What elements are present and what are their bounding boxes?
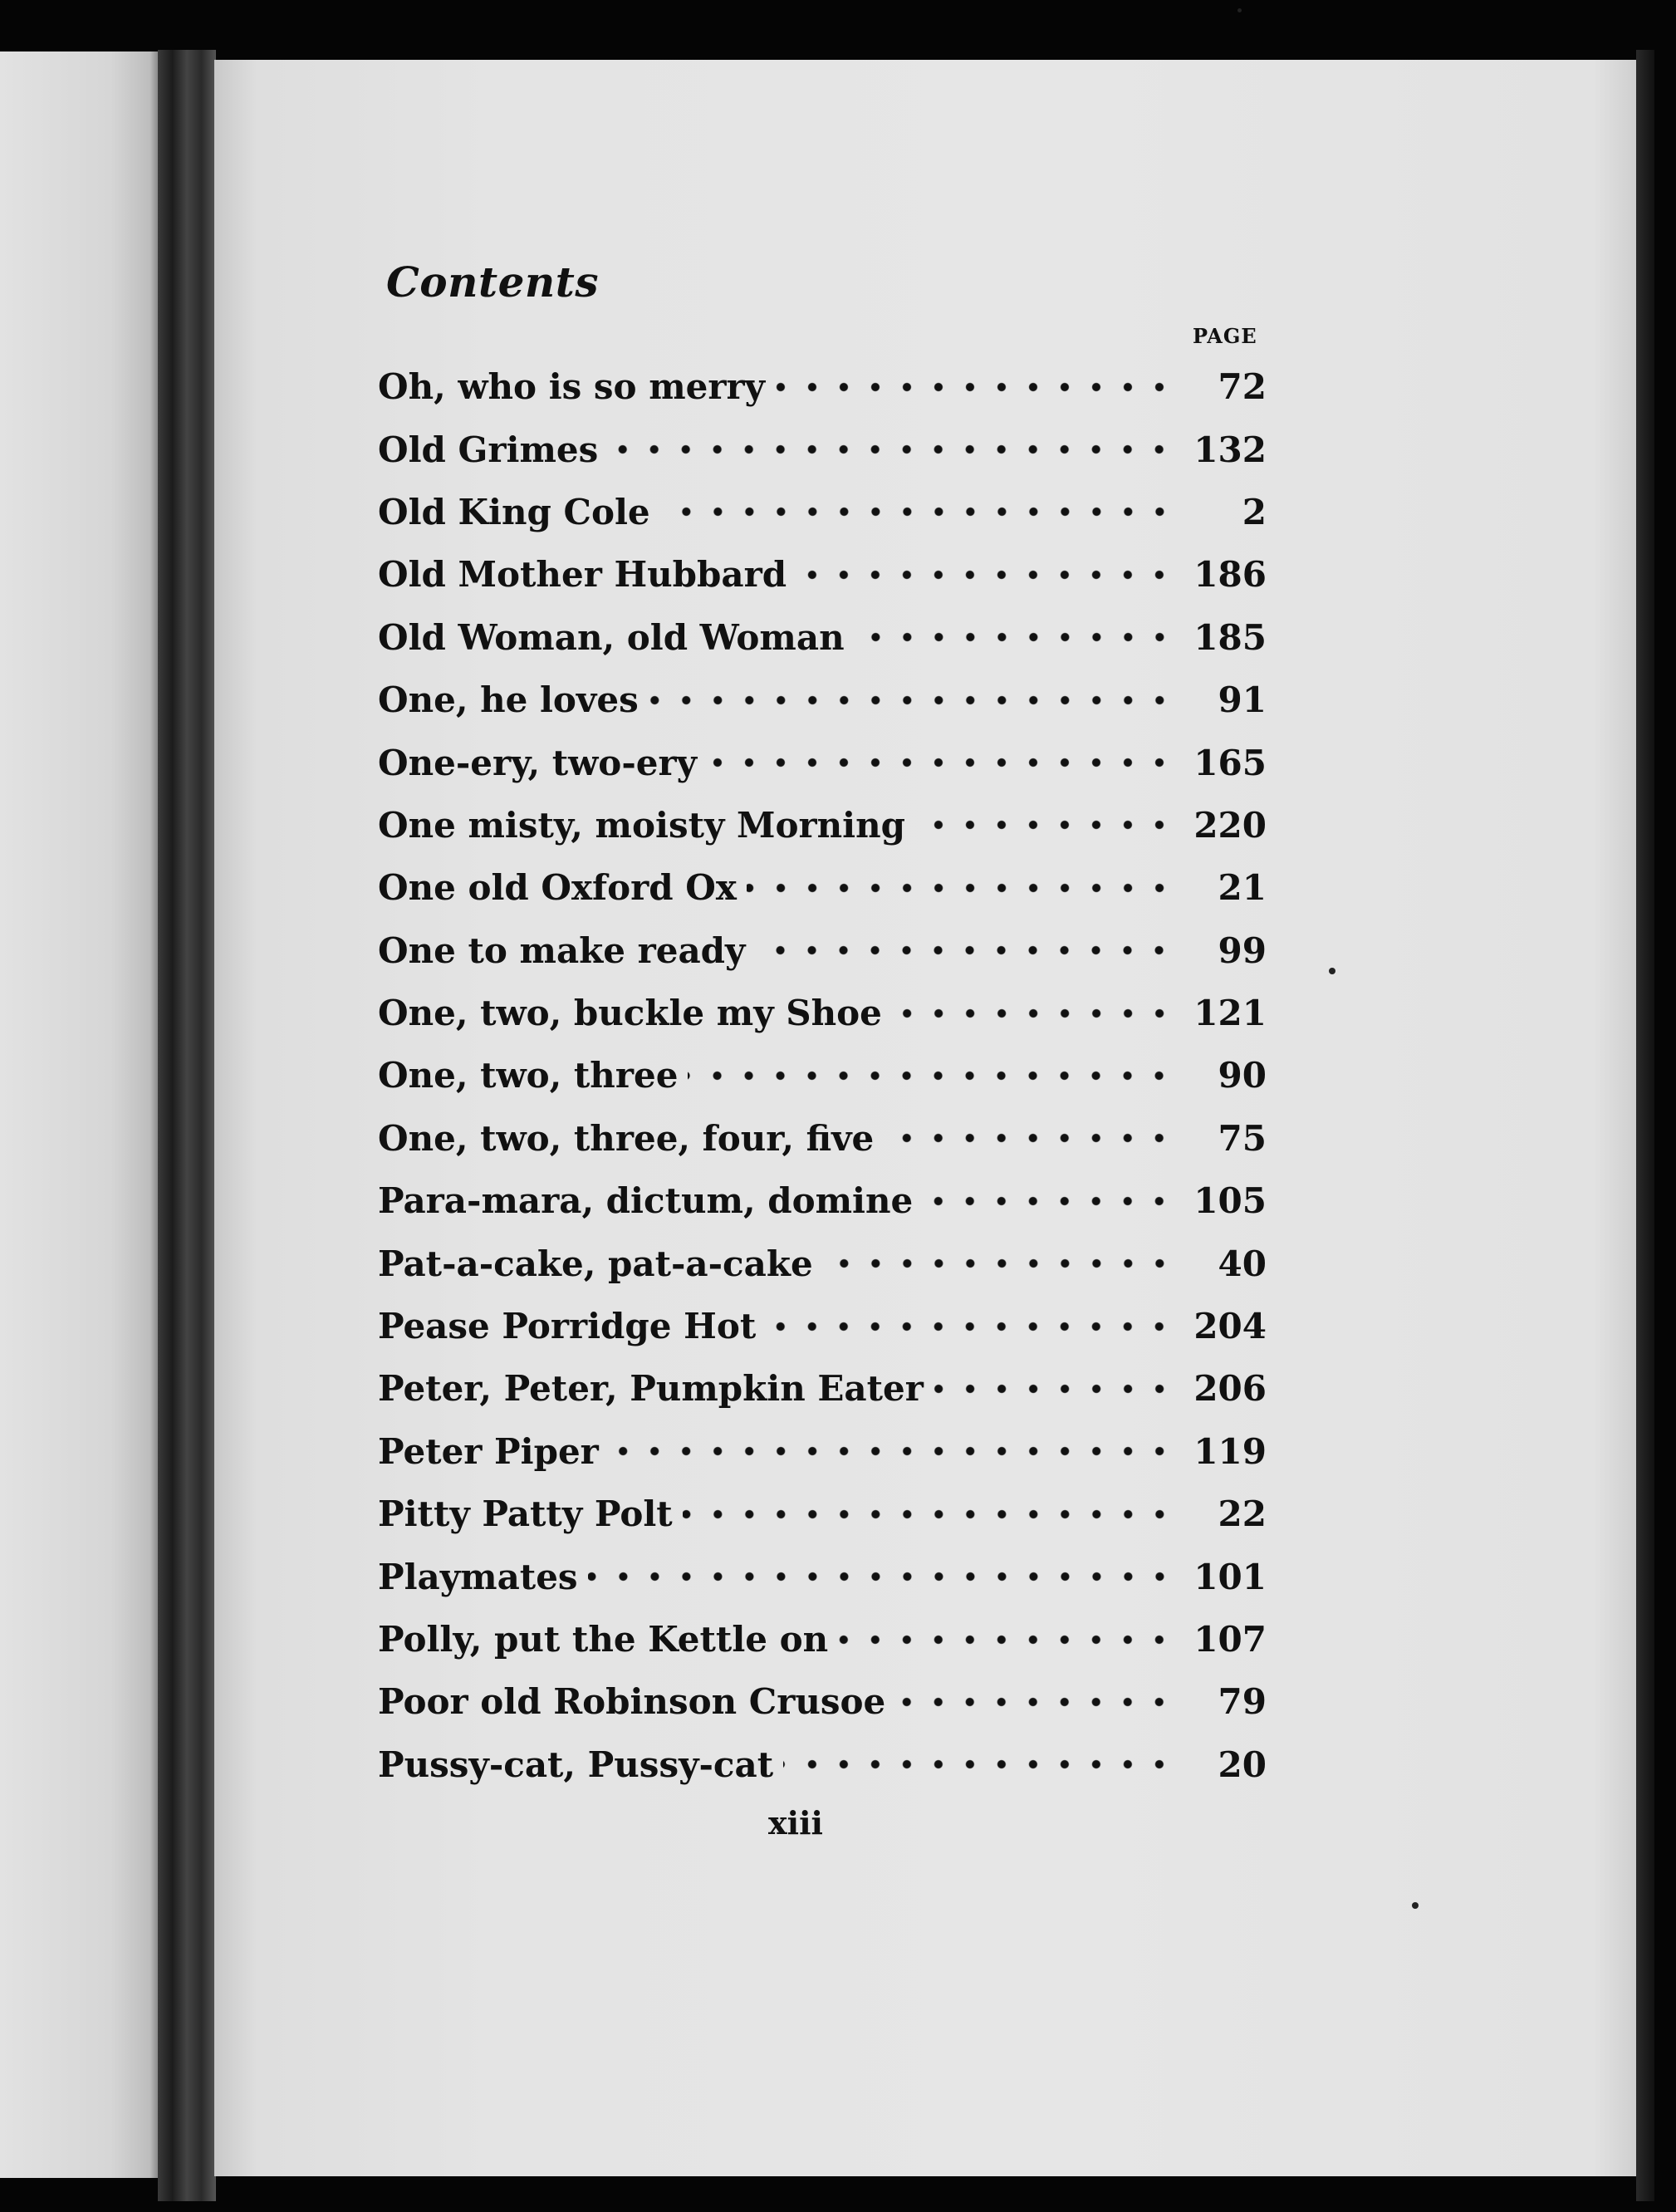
toc-entry — [378, 418, 1267, 480]
toc-dot-leader — [688, 1071, 1175, 1081]
toc-dot-leader — [775, 382, 1175, 392]
toc-entry-page-number: 105 — [1193, 1180, 1267, 1222]
toc-entry-page-number: 206 — [1193, 1368, 1267, 1410]
toc-dot-leader — [895, 1697, 1175, 1707]
toc-entry-page-number: 204 — [1193, 1306, 1267, 1347]
toc-dot-leader — [747, 883, 1175, 893]
toc-entry-title: Old Mother Hubbard — [378, 554, 787, 596]
toc-dot-leader — [609, 1446, 1175, 1456]
toc-entry-title: Old King Cole — [378, 491, 650, 532]
toc-dot-leader — [783, 1759, 1175, 1769]
toc-entry — [378, 856, 1267, 919]
toc-entry-page-number: 165 — [1193, 742, 1267, 783]
toc-entry-page-number: 101 — [1193, 1556, 1267, 1597]
toc-entry — [378, 1232, 1267, 1294]
toc-entry — [378, 1734, 1267, 1796]
toc-entry-page-number: 186 — [1193, 554, 1267, 596]
toc-entry — [378, 920, 1267, 982]
toc-entry-page-number: 107 — [1193, 1619, 1267, 1660]
toc-entry — [378, 1608, 1267, 1670]
toc-entry-page-number: 20 — [1218, 1744, 1267, 1785]
toc-entry — [378, 794, 1267, 856]
page-column-label: PAGE — [1193, 324, 1257, 348]
toc-entry — [378, 1295, 1267, 1357]
toc-entry-title: One misty, moisty Morning — [378, 804, 906, 846]
toc-dot-leader — [588, 1572, 1175, 1582]
toc-dot-leader — [855, 632, 1175, 642]
toc-entry — [378, 1044, 1267, 1106]
toc-entry — [378, 669, 1267, 731]
toc-entry-title: Old Grimes — [378, 429, 599, 470]
toc-dot-leader — [934, 1384, 1175, 1394]
toc-entry-title: Polly, put the Kettle on — [378, 1619, 829, 1660]
toc-entry-title: Poor old Robinson Crusoe — [378, 1681, 886, 1723]
toc-entry — [378, 731, 1267, 793]
toc-entry-title: One, two, three, four, five — [378, 1117, 875, 1159]
toc-entry-title: Pitty Patty Polt — [378, 1493, 673, 1535]
toc-entry — [378, 1107, 1267, 1170]
book-gutter — [158, 50, 216, 2201]
toc-dot-leader — [649, 695, 1175, 705]
toc-entry-title: One, two, three — [378, 1055, 679, 1096]
toc-entry-title: Peter Piper — [378, 1430, 599, 1472]
toc-entry — [378, 1545, 1267, 1607]
toc-entry — [378, 1420, 1267, 1483]
toc-dot-leader — [923, 1196, 1175, 1206]
toc-entry-page-number: 75 — [1218, 1117, 1267, 1159]
toc-entry-page-number: 40 — [1218, 1243, 1267, 1284]
toc-entry — [378, 1357, 1267, 1420]
toc-entry-page-number: 21 — [1218, 867, 1267, 909]
toc-entry — [378, 982, 1267, 1044]
previous-page-edge — [0, 51, 158, 2178]
toc-entry — [378, 481, 1267, 543]
toc-entry-title: One, he loves — [378, 679, 639, 721]
toc-entry — [378, 1170, 1267, 1232]
toc-entry — [378, 606, 1267, 669]
toc-entry-title: Oh, who is so merry — [378, 366, 766, 408]
toc-entry — [378, 1483, 1267, 1545]
toc-entry-title: Pat-a-cake, pat-a-cake — [378, 1243, 813, 1284]
toc-dot-leader — [766, 1322, 1175, 1332]
toc-entry-page-number: 79 — [1218, 1681, 1267, 1723]
toc-entry — [378, 543, 1267, 606]
table-of-contents — [378, 356, 1267, 1796]
page-right-border — [1636, 50, 1654, 2201]
toc-entry-title: One, two, buckle my Shoe — [378, 993, 882, 1034]
scan-speck — [1412, 1902, 1419, 1909]
toc-entry-page-number: 185 — [1193, 616, 1267, 658]
toc-entry-title: Old Woman, old Woman — [378, 616, 845, 658]
toc-dot-leader — [892, 1008, 1175, 1018]
scan-speck — [1329, 968, 1335, 974]
page-heading: Contents — [386, 257, 600, 307]
toc-dot-leader — [823, 1258, 1175, 1268]
scan-speck — [1237, 8, 1242, 12]
toc-entry-page-number: 2 — [1242, 491, 1267, 532]
toc-entry-page-number: 119 — [1193, 1430, 1267, 1472]
toc-entry-title: Peter, Peter, Pumpkin Eater — [378, 1368, 924, 1410]
toc-entry-page-number: 220 — [1193, 804, 1267, 846]
page-folio: xiii — [768, 1804, 823, 1842]
toc-dot-leader — [608, 444, 1175, 454]
toc-entry-page-number: 90 — [1218, 1055, 1267, 1096]
toc-entry-title: Playmates — [378, 1556, 578, 1597]
toc-dot-leader — [915, 820, 1175, 830]
toc-entry-page-number: 22 — [1218, 1493, 1267, 1535]
toc-entry — [378, 1670, 1267, 1733]
toc-dot-leader — [683, 1509, 1175, 1519]
toc-entry-page-number: 72 — [1218, 366, 1267, 408]
toc-entry-page-number: 99 — [1218, 929, 1267, 971]
toc-entry-title: One old Oxford Ox — [378, 867, 737, 909]
toc-entry-page-number: 121 — [1193, 993, 1267, 1034]
toc-entry-page-number: 132 — [1193, 429, 1267, 470]
toc-entry-title: One to make ready — [378, 929, 746, 971]
toc-dot-leader — [796, 570, 1175, 580]
toc-entry-title: Pussy-cat, Pussy-cat — [378, 1744, 774, 1785]
toc-entry-page-number: 91 — [1218, 679, 1267, 721]
toc-entry — [378, 356, 1267, 418]
toc-entry-title: One-ery, two-ery — [378, 742, 698, 783]
toc-dot-leader — [707, 758, 1175, 768]
toc-dot-leader — [660, 507, 1175, 517]
toc-entry-title: Para-mara, dictum, domine — [378, 1180, 914, 1222]
toc-dot-leader — [884, 1133, 1175, 1143]
toc-dot-leader — [838, 1635, 1175, 1645]
toc-entry-title: Pease Porridge Hot — [378, 1306, 757, 1347]
toc-dot-leader — [755, 945, 1175, 955]
